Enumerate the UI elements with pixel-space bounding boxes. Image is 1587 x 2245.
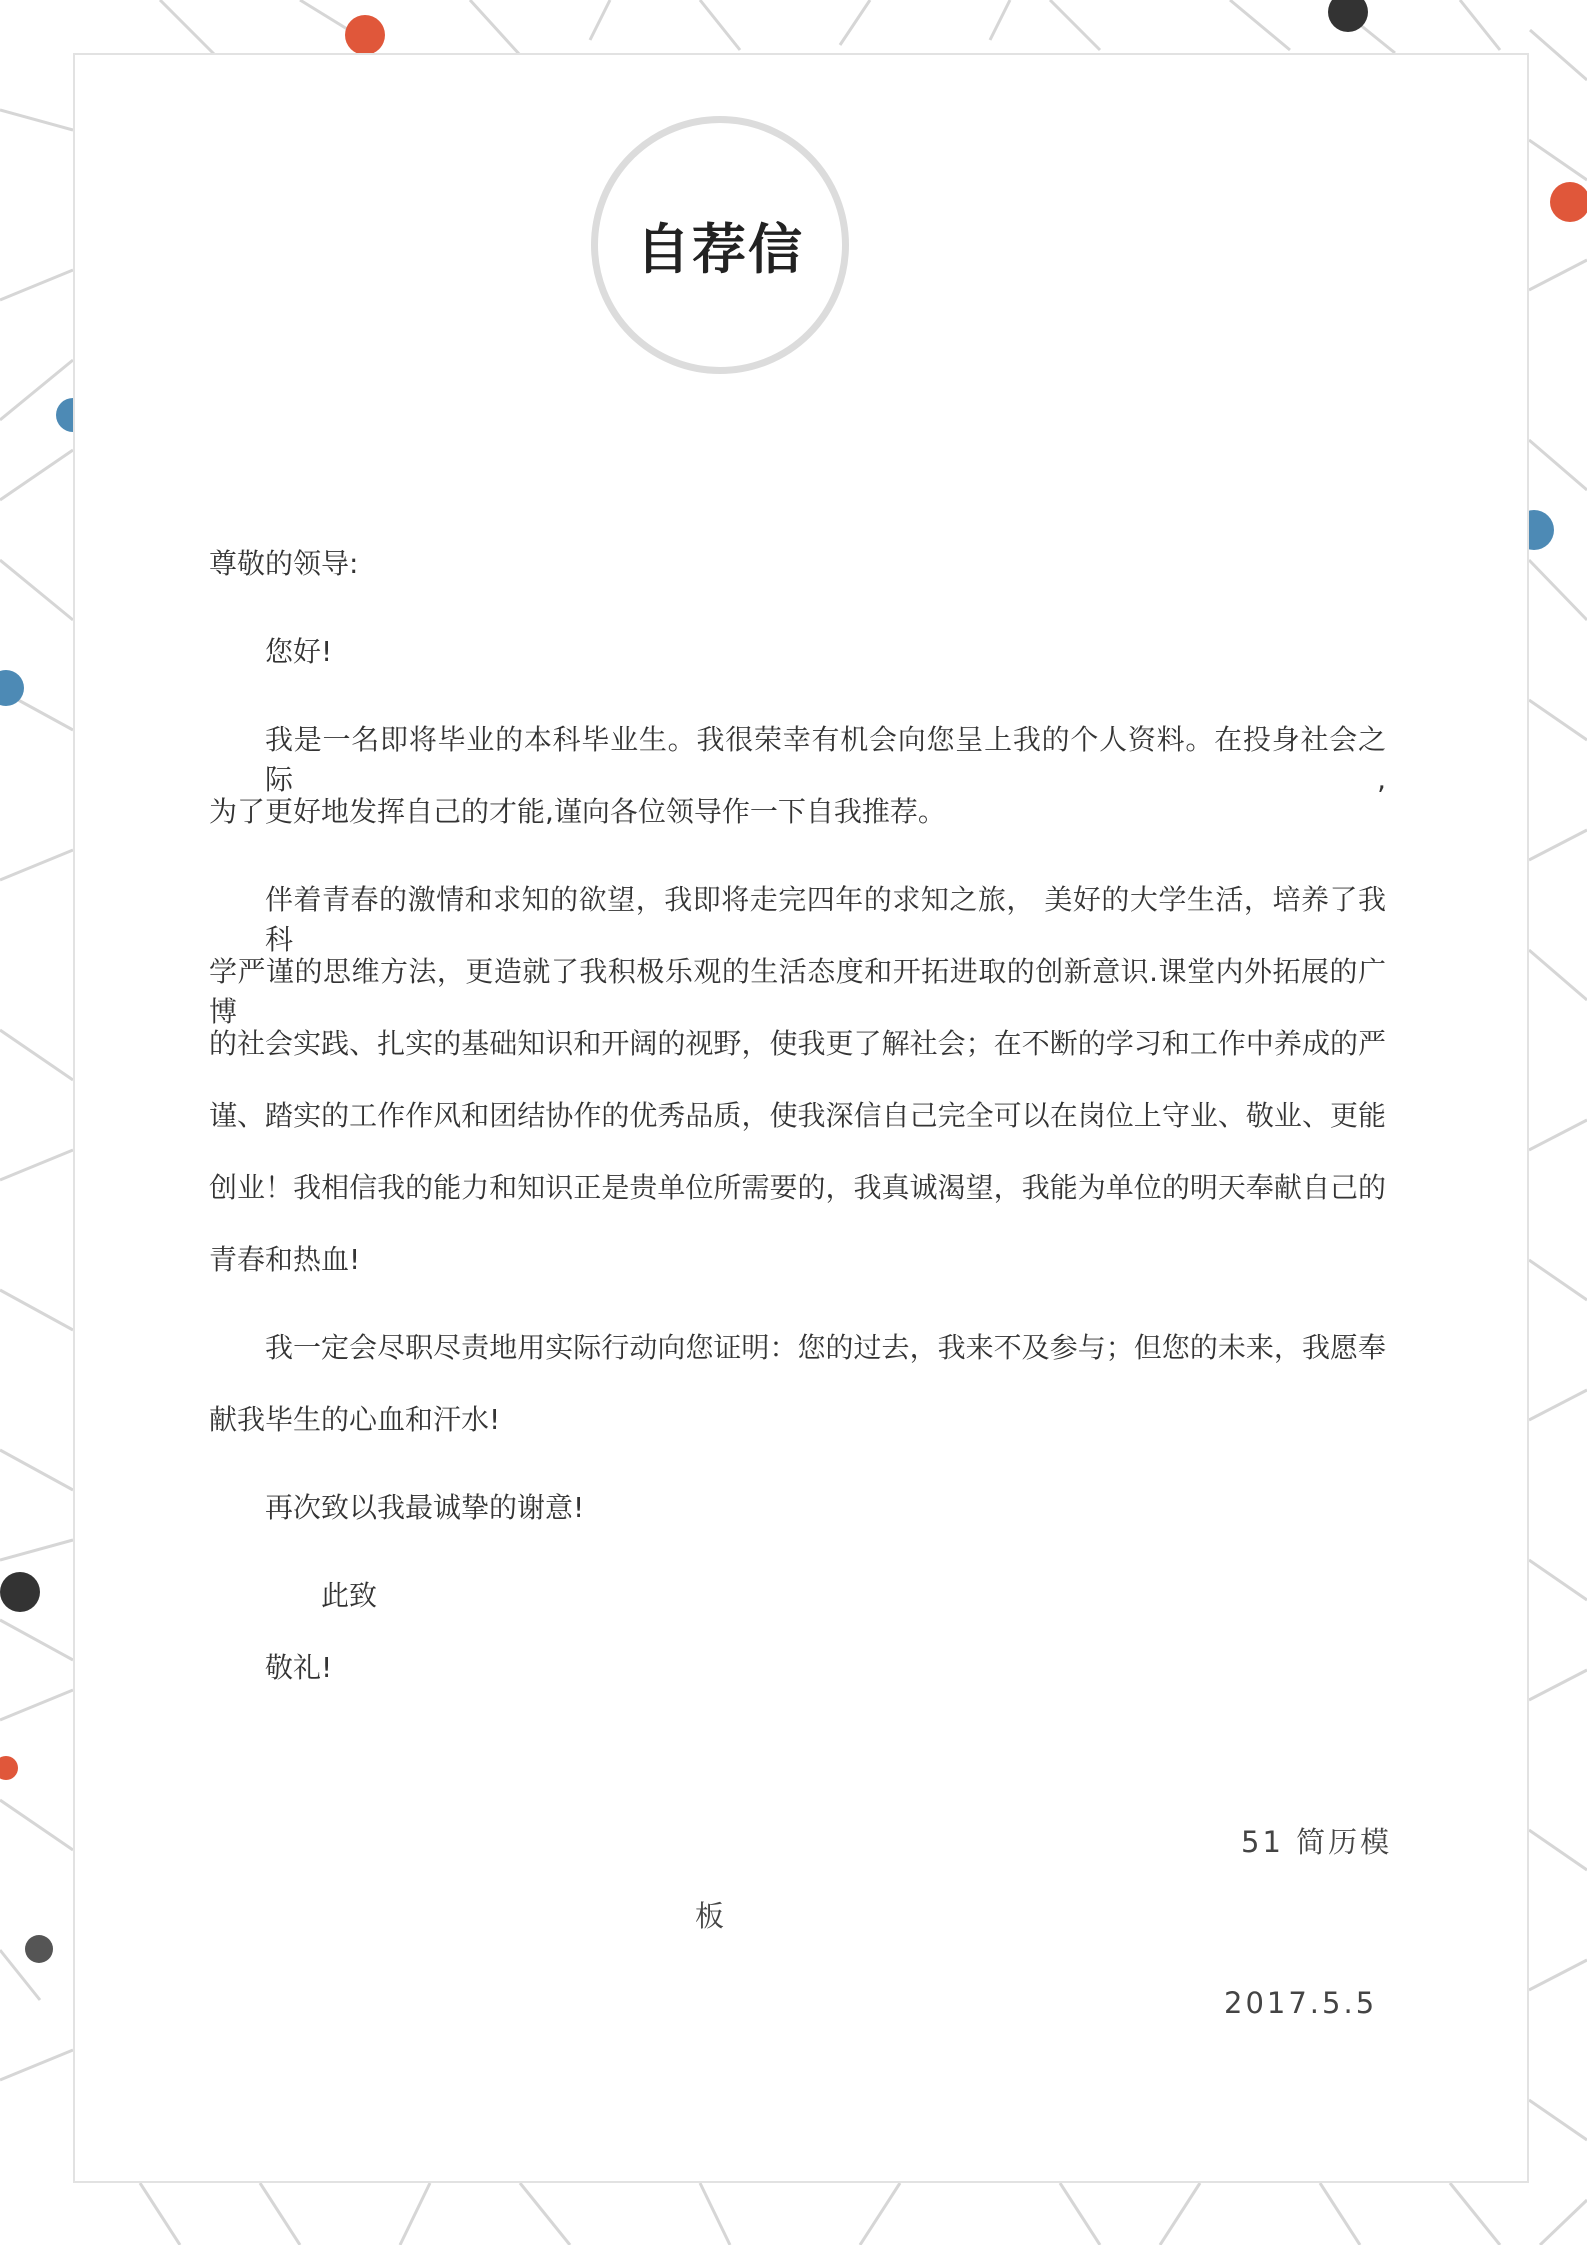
network-line — [260, 2183, 300, 2245]
network-line — [400, 2183, 430, 2245]
paragraph-line: 伴着青春的激情和求知的欲望，我即将走完四年的求知之旅， 美好的大学生活，培养了我科 — [265, 883, 1386, 956]
network-line — [0, 1290, 73, 1330]
network-node — [0, 1572, 40, 1612]
paragraph-line: 献我毕生的心血和汗水! — [209, 1403, 501, 1436]
network-line — [0, 560, 73, 620]
network-line — [0, 1030, 73, 1080]
network-line — [1529, 1260, 1587, 1300]
title-badge — [591, 116, 849, 374]
network-line — [590, 0, 610, 40]
paragraph-line: 学严谨的思维方法，更造就了我积极乐观的生活态度和开拓进取的创新意识.课堂内外拓展的广博 — [209, 955, 1386, 1028]
network-node — [345, 15, 385, 55]
network-line — [860, 2183, 900, 2245]
paragraph-line: 我是一名即将毕业的本科毕业生。我很荣幸有机会向您呈上我的个人资料。在投身社会之际, — [265, 723, 1386, 796]
network-line — [1540, 2200, 1587, 2245]
network-node — [1550, 182, 1587, 222]
letter-title: 自荐信 — [636, 217, 804, 281]
paragraph-line: 创业！我相信我的能力和知识正是贵单位所需要的，我真诚渴望，我能为单位的明天奉献自己的 — [209, 1171, 1386, 1204]
network-line — [0, 450, 73, 500]
network-line — [1320, 2183, 1360, 2245]
network-line — [0, 1150, 73, 1180]
network-line — [1530, 30, 1587, 80]
network-line — [1529, 1390, 1587, 1420]
network-line — [1450, 2183, 1500, 2245]
network-line — [1529, 950, 1587, 1000]
paragraph-line: 的社会实践、扎实的基础知识和开阔的视野，使我更了解社会；在不断的学习和工作中养成的严 — [209, 1027, 1386, 1060]
network-line — [1060, 2183, 1100, 2245]
signature-name-part2: 板 — [695, 1899, 728, 1933]
paragraph-line: 我一定会尽职尽责地用实际行动向您证明：您的过去，我来不及参与；但您的未来，我愿奉 — [265, 1331, 1386, 1364]
network-line — [840, 0, 870, 45]
network-line — [1460, 0, 1500, 50]
network-line — [1529, 560, 1587, 620]
network-line — [1529, 1960, 1587, 1990]
network-line — [140, 2183, 180, 2245]
network-line — [1529, 1670, 1587, 1700]
network-line — [0, 110, 73, 130]
network-line — [1529, 260, 1587, 290]
paragraph-line: 谨、踏实的工作作风和团结协作的优秀品质，使我深信自己完全可以在岗位上守业、敬业、更能 — [209, 1099, 1386, 1132]
letter-date: 2017.5.5 — [1224, 1986, 1378, 2020]
network-line — [1529, 440, 1587, 490]
network-line — [0, 1450, 73, 1490]
network-line — [0, 1690, 73, 1720]
network-line — [1529, 1560, 1587, 1600]
thanks-line: 再次致以我最诚挚的谢意! — [265, 1491, 585, 1524]
network-line — [1529, 830, 1587, 860]
greeting: 您好! — [265, 635, 333, 668]
network-line — [0, 850, 73, 880]
network-line — [990, 0, 1010, 40]
network-line — [1529, 1120, 1587, 1150]
closing-jingli: 敬礼! — [265, 1651, 333, 1684]
network-line — [700, 2183, 730, 2245]
network-line — [1529, 1830, 1587, 1870]
network-line — [0, 1800, 73, 1850]
network-line — [160, 0, 220, 60]
network-line — [1160, 2183, 1200, 2245]
network-line — [0, 1540, 73, 1560]
network-line — [1050, 0, 1100, 50]
network-node — [25, 1935, 53, 1963]
paragraph-line: 青春和热血! — [209, 1243, 361, 1276]
network-line — [1529, 2100, 1587, 2140]
network-line — [1230, 0, 1290, 50]
network-line — [1529, 140, 1587, 180]
salutation: 尊敬的领导: — [209, 547, 359, 580]
network-line — [0, 2050, 73, 2080]
signature-name-part1: 51 简历模 — [1241, 1825, 1393, 1859]
network-line — [1529, 700, 1587, 740]
network-line — [700, 0, 740, 50]
paragraph-line: 为了更好地发挥自己的才能,谨向各位领导作一下自我推荐。 — [209, 795, 946, 828]
network-line — [0, 270, 73, 300]
network-line — [470, 0, 520, 55]
network-node — [0, 1756, 18, 1780]
network-line — [0, 1620, 73, 1660]
network-line — [520, 2183, 570, 2245]
closing-cizhi: 此致 — [321, 1579, 378, 1612]
